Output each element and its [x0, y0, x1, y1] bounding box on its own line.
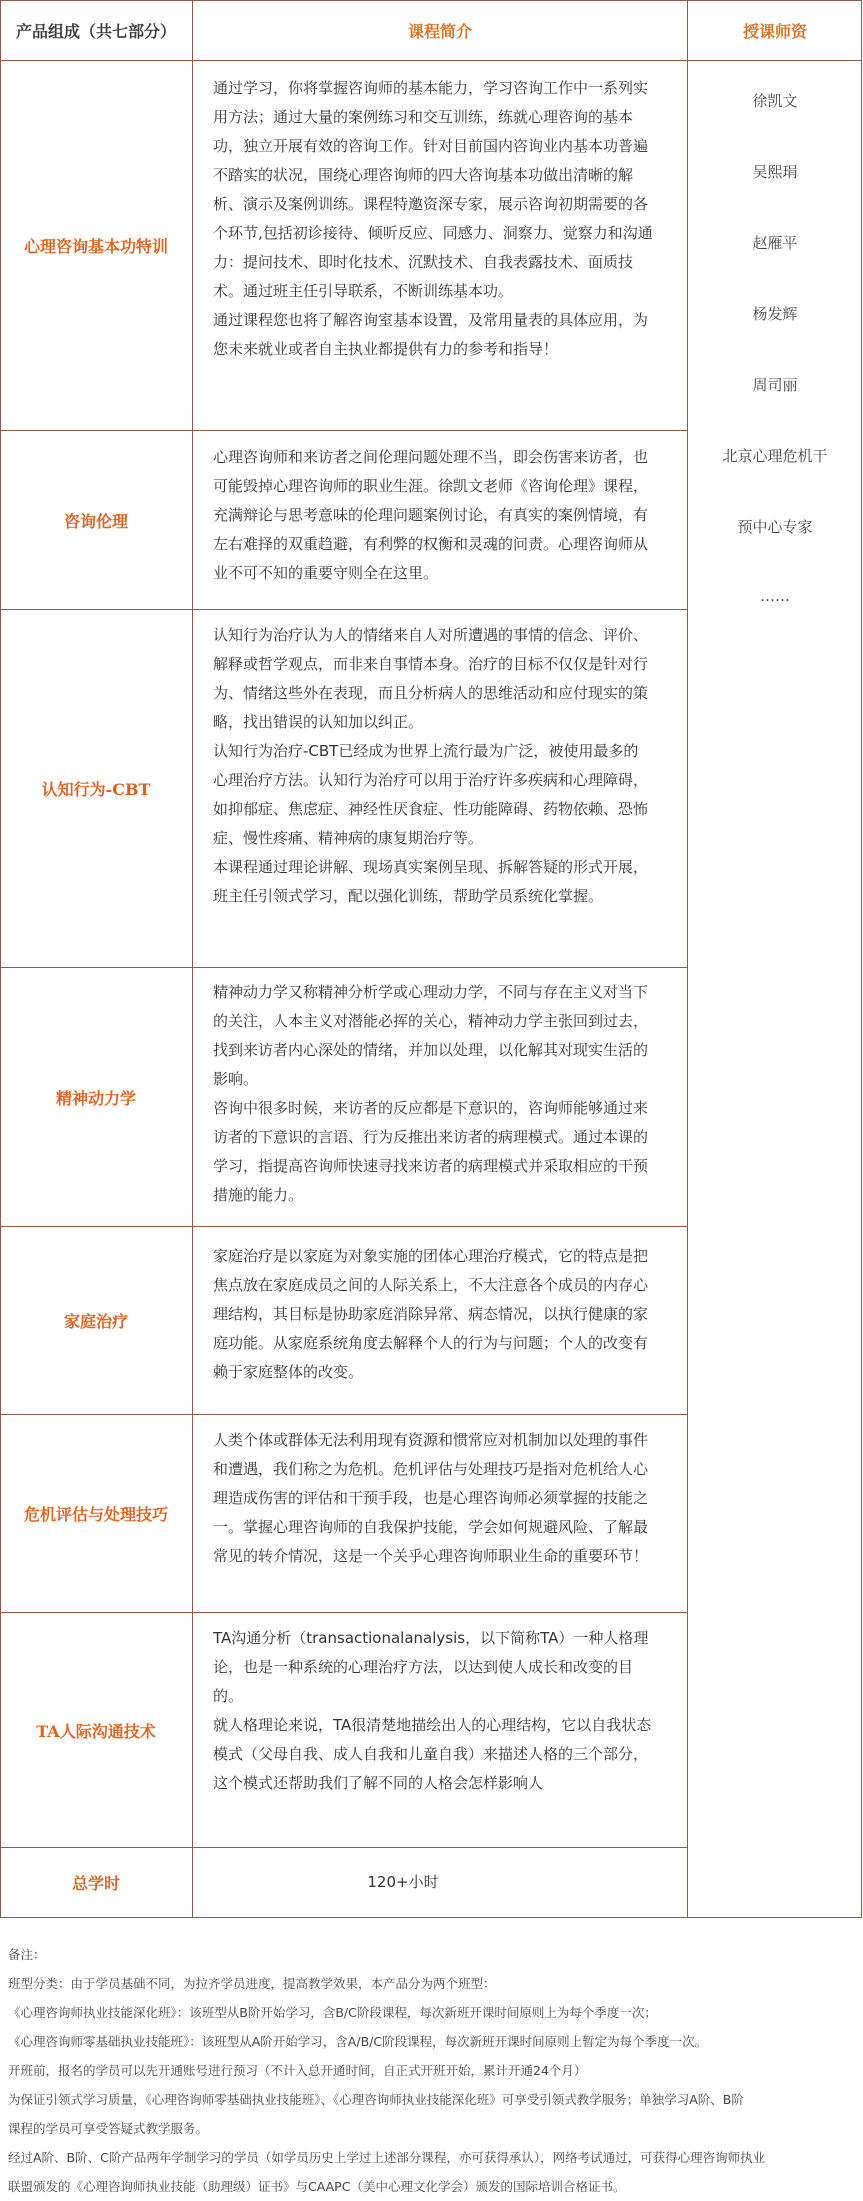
description-paragraph: 通过学习，你将掌握咨询师的基本能力，学习咨询工作中一系列实用方法；通过大量的案例练习和交互训练，练就心理咨询的基本功，独立开展有效的咨询工作。针对目前国内咨询业内基本功普遍不踏实的状况，围绕心理咨询师的四大咨询基本功做出清晰的解析、演示及案例训练。课程特邀资深专家，展示咨询初期需要的各个环节,包括初诊接待、倾听反应、同感力、洞察力、觉察力和沟通力：提问技术、即时化技术、沉默技术、自我表露技术、面质技术。通过班主任引导联系，不断训练基本功。 — [213, 79, 653, 300]
row-label: 心理咨询基本功特训 — [23, 237, 168, 256]
course-description — [213, 443, 653, 603]
note-line: 经过A阶、B阶、C阶产品两年学制学习的学员（如学员历史上学过上述部分课程，亦可获得承认），网络考试通过，可获得心理咨询师执业 — [8, 2150, 766, 2165]
description-paragraph: 就人格理论来说，TA很清楚地描绘出人的心理结构，它以自我状态模式（父母自我、成人自我和儿童自我）来描述人格的三个部分，这个模式还帮助我们了解不同的人格会怎样影响人 — [213, 1716, 652, 1792]
header-product-composition: 产品组成（共七部分） — [15, 21, 176, 41]
note-line: 班型分类：由于学员基础不同，为拉齐学员进度，提高教学效果，本产品分为两个班型： — [8, 1976, 496, 1991]
table-border-right — [861, 0, 862, 1917]
row-label: 危机评估与处理技巧 — [23, 1505, 168, 1524]
table-divider-1 — [192, 0, 193, 1917]
description-paragraph: 认知行为治疗-CBT已经成为世界上流行最为广泛，被使用最多的心理治疗方法。认知行为治疗可以用于治疗许多疾病和心理障碍，如抑郁症、焦虑症、神经性厌食症、性功能障碍、药物依赖、恐怖症、慢性疼痛、精神病的康复期治疗等。 — [213, 742, 649, 847]
row-label: 咨询伦理 — [63, 511, 128, 531]
description-paragraph: 人类个体或群体无法利用现有资源和惯常应对机制加以处理的事件和遭遇，我们称之为危机。危机评估与处理技巧是指对危机给人心理造成伤害的评估和干预手段，也是心理咨询师必须掌握的技能之一。掌握心理咨询师的自我保护技能，学会如何规避风险、了解最常见的转介情况，这是一个关乎心理咨询师职业生命的重要环节！ — [213, 1431, 649, 1565]
description-paragraph: 精神动力学又称精神分析学或心理动力学，不同与存在主义对当下的关注，人本主义对潜能必挥的关心，精神动力学主张回到过去，找到来访者内心深处的情绪，并加以处理，以化解其对现实生活的影响。 — [213, 983, 649, 1088]
header-instructors: 授课师资 — [742, 21, 807, 41]
description-paragraph: 本课程通过理论讲解、现场真实案例呈现、拆解答疑的形式开展，班主任引领式学习，配以强化训练，帮助学员系统化掌握。 — [213, 858, 649, 905]
description-paragraph: 咨询中很多时候，来访者的反应都是下意识的，咨询师能够通过来访者的下意识的言语、行为反推出来访者的病理模式。通过本课的学习，指提高咨询师快速寻找来访者的病理模式并采取相应的干预措施的能力。 — [213, 1099, 649, 1204]
row-label: 家庭治疗 — [63, 1312, 128, 1331]
description-paragraph: TA沟通分析（transactionalanalysis，以下简称TA）一种人格理论，也是一种系统的心理治疗方法，以达到使人成长和改变的目的。 — [213, 1629, 649, 1705]
table-border-bottom — [0, 1917, 862, 1918]
instructor-name: 预中心专家 — [737, 518, 813, 536]
course-description — [213, 1624, 653, 1844]
notes-section — [8, 1940, 858, 2201]
instructor-name: 杨发辉 — [752, 305, 798, 323]
row-label: 认知行为-CBT — [41, 780, 151, 799]
course-description — [213, 1426, 653, 1606]
instructor-more: …… — [760, 587, 790, 605]
note-line: 课程的学员可享受答疑式教学服务。 — [8, 2121, 209, 2136]
note-line: 为保证引领式学习质量，《心理咨询师零基础执业技能班》、《心理咨询师执业技能深化班》可享受引领式教学服务；单独学习A阶、B阶 — [8, 2092, 744, 2107]
note-line: 《心理咨询师执业技能深化班》：该班型从B阶开始学习，含B/C阶段课程，每次新班开课时间原则上为每个季度一次； — [8, 2005, 657, 2020]
course-description — [213, 978, 653, 1223]
note-line: 开班前，报名的学员可以先开通账号进行预习（不计入总开通时间，自正式开班开始，累计开通24个月） — [8, 2063, 587, 2078]
note-line: 《心理咨询师零基础执业技能班》：该班型从A阶开始学习，含A/B/C阶段课程，每次新班开课时间原则上暂定为每个季度一次。 — [8, 2034, 708, 2049]
description-paragraph: 通过课程您也将了解咨询室基本设置，及常用量表的具体应用，为您未来就业或者自主执业都提供有力的参考和指导！ — [213, 311, 649, 358]
instructor-name: 北京心理危机干 — [722, 447, 828, 465]
description-paragraph: 认知行为治疗认为人的情绪来自人对所遭遇的事情的信念、评价、解释或哲学观点，而非来自事情本身。治疗的目标不仅仅是针对行为、情绪这些外在表现，而且分析病人的思维活动和应付现实的策略，找出错误的认知加以纠正。 — [213, 626, 649, 731]
course-description — [213, 74, 653, 420]
course-description — [213, 1848, 593, 1917]
course-description — [213, 1242, 653, 1407]
instructor-name: 赵雁平 — [752, 234, 798, 252]
notes-title: 备注： — [8, 1947, 46, 1962]
table-divider-2 — [687, 0, 688, 1917]
description-paragraph: 家庭治疗是以家庭为对象实施的团体心理治疗模式，它的特点是把焦点放在家庭成员之间的人际关系上，不大注意各个成员的内存心理结构，其目标是协助家庭消除异常、病态情况，以执行健康的家庭功能。从家庭系统角度去解释个人的行为与问题；个人的改变有赖于家庭整体的改变。 — [213, 1247, 649, 1381]
total-hours-value: 120+小时 — [367, 1873, 439, 1891]
header-course-intro: 课程简介 — [407, 21, 472, 41]
row-label: 精神动力学 — [55, 1088, 136, 1108]
instructor-name: 吴熙琄 — [752, 163, 798, 181]
row-label: TA人际沟通技术 — [36, 1721, 156, 1741]
instructor-name: 周司丽 — [752, 376, 798, 394]
row-label: 总学时 — [71, 1874, 120, 1893]
course-description — [213, 621, 653, 961]
description-paragraph: 心理咨询师和来访者之间伦理问题处理不当，即会伤害来访者，也可能毁掉心理咨询师的职业生涯。徐凯文老师《咨询伦理》课程，充满辩论与思考意味的伦理问题案例讨论，有真实的案例情境，有左右难择的双重趋避，有利弊的权衡和灵魂的问责。心理咨询师从业不可不知的重要守则全在这里。 — [213, 448, 649, 582]
instructor-name: 徐凯文 — [752, 92, 798, 110]
note-line: 联盟颁发的《心理咨询师执业技能（助理级）证书》与CAAPC（美中心理文化学会）颁发的国际培训合格证书。 — [8, 2179, 626, 2194]
